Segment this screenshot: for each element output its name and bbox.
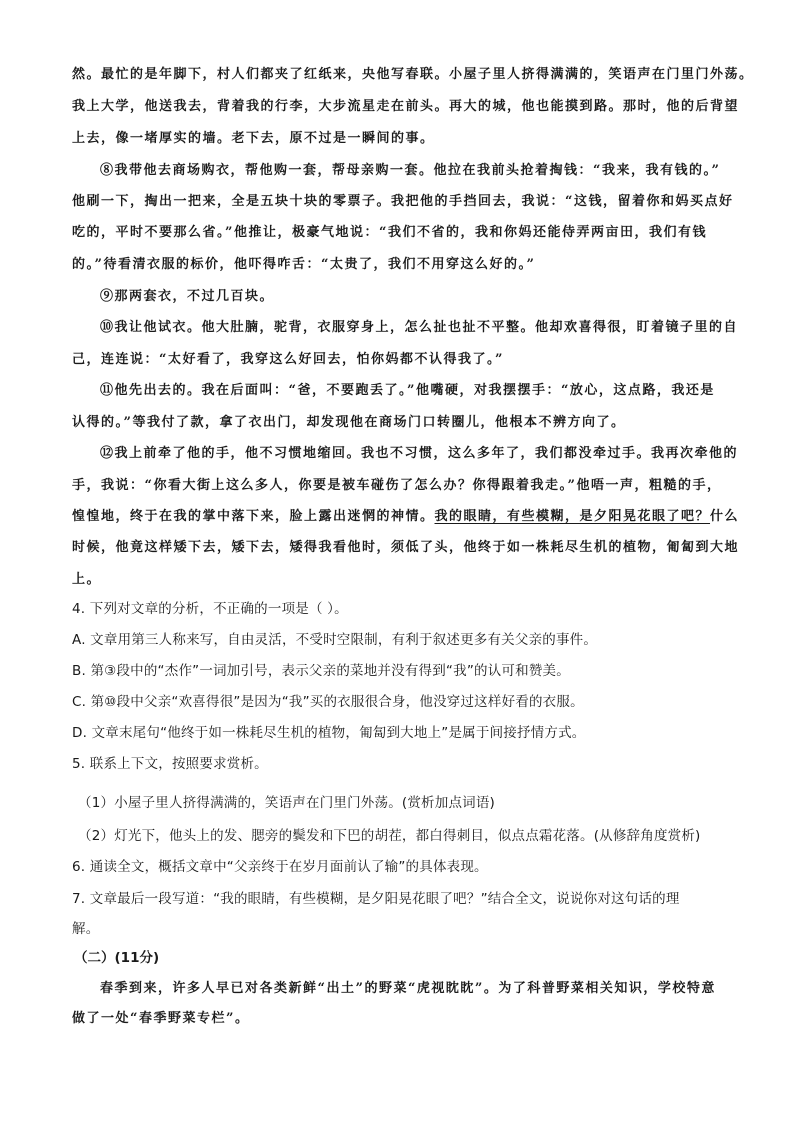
underlined-sentence: 我的眼睛，有些模糊，是夕阳晃花眼了吧？ — [434, 509, 711, 524]
paragraph-9: ⑨那两套衣，不过几百块。 — [100, 289, 275, 304]
section-2-intro-line-2: 做了一处“春季野菜专栏”。 — [72, 1011, 250, 1026]
passage-line: 他刷一下，掏出一把来，全是五块十块的零票子。我把他的手挡回去，我说：“这钱，留着你和妈买点好 — [72, 194, 734, 209]
passage-text: 惶惶地，终于在我的掌中落下来，脸上露出迷惘的神情。 — [72, 509, 435, 524]
question-4-option-a: A. 文章用第三人称来写，自由灵活，不受时空限制，有利于叙述更多有关父亲的事件。 — [72, 632, 598, 648]
question-5-part-1: （1）小屋子里人挤得满满的，笑语声在门里门外荡。(赏析加点词语) — [78, 795, 496, 811]
paragraph-11-start: ⑪他先出去的。我在后面叫：“爸，不要跑丢了。”他嘴硬，对我摆摆手：“放心，这点路，我还是 — [100, 383, 715, 398]
paragraph-10-start: ⑩我让他试衣。他大肚腩，驼背，衣服穿身上，怎么扯也扯不平整。他却欢喜得很，盯着镜子里的自 — [100, 320, 739, 335]
passage-line: 的。”待看清衣服的标价，他吓得咋舌：“太贵了，我们不用穿这么好的。” — [72, 257, 536, 272]
passage-line: 手，我说：“你看大街上这么多人，你要是被车碰伤了怎么办？你得跟着我走。”他唔一声，粗糙的手， — [72, 478, 722, 493]
passage-line: 己，连连说：“太好看了，我穿这么好回去，怕你妈都不认得我了。” — [72, 352, 504, 367]
passage-line: 时候，他竟这样矮下去，矮下去，矮得我看他时，须低了头，他终于如一株耗尽生机的植物，匍匐到大地 — [72, 540, 740, 555]
section-2-heading: （二）(11分) — [74, 950, 160, 966]
section-2-intro-line-1: 春季到来，许多人早已对各类新鲜“出土”的野菜“虎视眈眈”。为了科普野菜相关知识，学校特意 — [100, 981, 716, 996]
question-4-option-d: D. 文章末尾句“他终于如一株耗尽生机的植物，匍匐到大地上”是属于间接抒情方式。 — [72, 725, 586, 741]
paragraph-12-start: ⑫我上前牵了他的手，他不习惯地缩回。我也不习惯，这么多年了，我们都没牵过手。我再次牵他的 — [100, 446, 739, 461]
question-5-part-2: （2）灯光下，他头上的发、腮旁的鬓发和下巴的胡茬，都白得刺目，似点点霜花落。(从修辞角度赏析) — [78, 828, 701, 844]
passage-line: 认得的。”等我付了款，拿了衣出门，却发现他在商场门口转圈儿，他根本不辨方向了。 — [72, 415, 626, 430]
passage-line: 我上大学，他送我去，背着我的行李，大步流星走在前头。再大的城，他也能摸到路。那时，他的后背望 — [72, 99, 740, 114]
question-4-option-b: B. 第③段中的“杰作”一词加引号，表示父亲的菜地并没有得到“我”的认可和赞美。 — [72, 663, 570, 679]
passage-line-with-underline — [72, 509, 740, 525]
passage-line: 上去，像一堵厚实的墙。老下去，原不过是一瞬间的事。 — [72, 131, 435, 146]
question-4-option-c: C. 第⑩段中父亲“欢喜得很”是因为“我”买的衣服很合身，他没穿过这样好看的衣服。 — [72, 694, 584, 710]
question-6: 6. 通读全文，概括文章中“父亲终于在岁月面前认了输”的具体表现。 — [72, 859, 488, 875]
passage-line: 上。 — [72, 572, 102, 587]
question-7-line-2: 解。 — [72, 921, 100, 937]
paragraph-8-start: ⑧我带他去商场购衣，帮他购一套，帮母亲购一套。他拉在我前头抢着掏钱：“我来，我有钱的。” — [100, 163, 721, 178]
question-4-stem: 4. 下列对文章的分析，不正确的一项是（ ）。 — [72, 601, 348, 617]
passage-line: 然。最忙的是年脚下，村人们都夹了红纸来，央他写春联。小屋子里人挤得满满的，笑语声在门里门外荡。 — [72, 67, 754, 82]
passage-line: 吃的，平时不要那么省。”他推让，极豪气地说：“我们不省的，我和你妈还能侍弄两亩田，我们有钱 — [72, 225, 707, 240]
question-5-stem: 5. 联系上下文，按照要求赏析。 — [72, 756, 268, 772]
question-7-line-1: 7. 文章最后一段写道：“我的眼睛，有些模糊，是夕阳晃花眼了吧？”结合全文，说说你对这句话的理 — [72, 891, 680, 907]
passage-text: 什么 — [710, 509, 740, 524]
